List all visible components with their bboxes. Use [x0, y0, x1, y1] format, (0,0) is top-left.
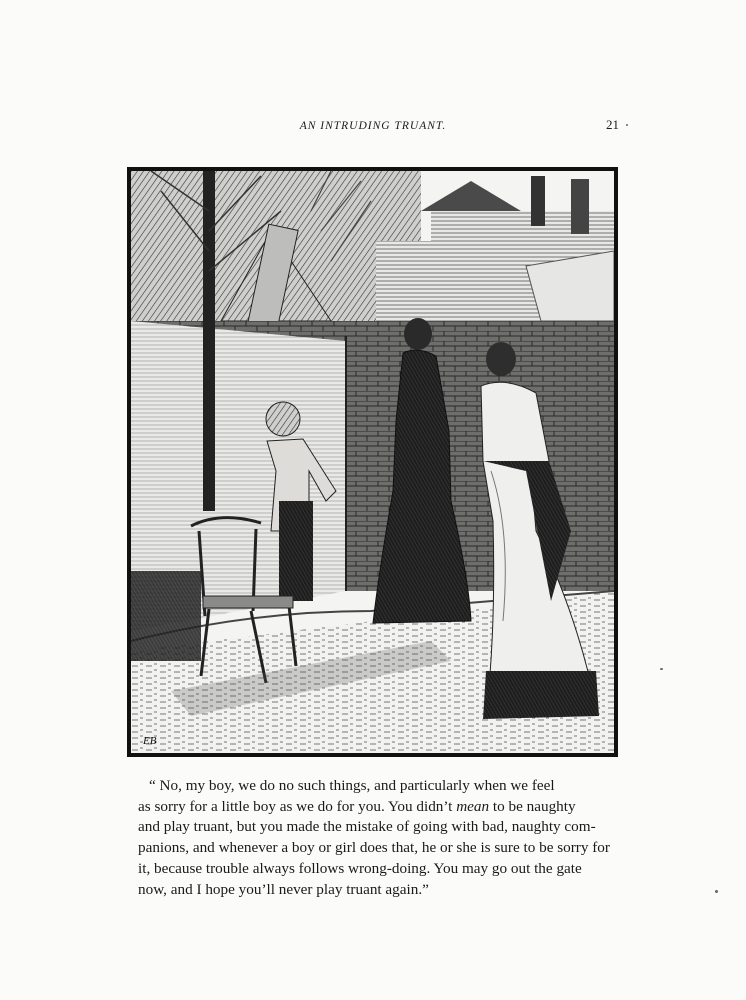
caption-line: now, and I hope you’ll never play truant again.” [138, 880, 429, 898]
emphasized-word: mean [456, 797, 490, 815]
engraving-illustration [127, 167, 618, 757]
paper-speck [660, 668, 663, 670]
caption-text [138, 776, 626, 900]
caption-line: “ No, my boy, we do no such things, and particularly when we feel [149, 777, 555, 794]
caption-line: and play truant, but you made the mistake of going with bad, naughty com- [138, 818, 596, 836]
page-number: 21 [606, 117, 619, 132]
paper-speck [715, 890, 718, 893]
artist-signature: EB [143, 735, 157, 747]
paper-speck [626, 124, 628, 126]
running-head: AN INTRUDING TRUANT. [299, 120, 447, 132]
caption-line: it, because trouble always follows wrong-doing. You may go out the gate [138, 859, 582, 877]
engraving-scene [131, 171, 614, 753]
caption-line: as sorry for a little boy as we do for you. You didn’t mean to be naughty [138, 797, 576, 815]
caption-line: panions, and whenever a boy or girl does that, he or she is sure to be sorry for [138, 839, 610, 857]
